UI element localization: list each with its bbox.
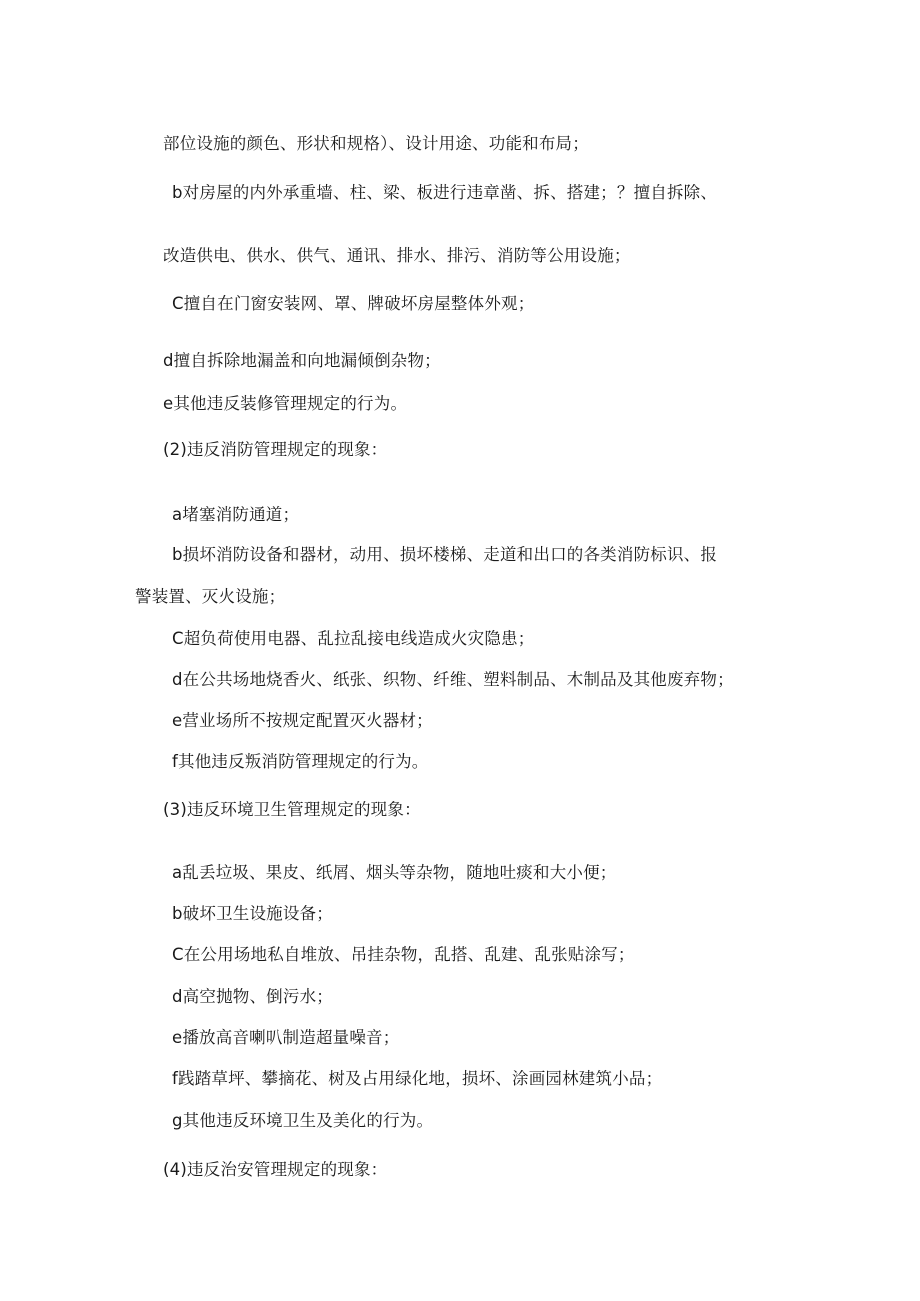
text-line: d高空抛物、倒污水； (172, 987, 333, 1006)
text-line: d擅自拆除地漏盖和向地漏倾倒杂物； (163, 351, 441, 370)
section-heading: (3)违反环境卫生管理规定的现象： (163, 800, 421, 819)
text-line: 警装置、灭火设施； (135, 587, 286, 606)
text-line: g其他违反环境卫生及美化的行为。 (172, 1111, 434, 1130)
text-line: b损坏消防设备和器材，动用、损坏楼梯、走道和出口的各类消防标识、报 (172, 545, 718, 564)
text-line: e播放高音喇叭制造超量噪音； (172, 1028, 400, 1047)
text-line: 部位设施的颜色、形状和规格）、设计用途、功能和布局； (163, 134, 589, 153)
text-line: a堵塞消防通道； (172, 505, 300, 524)
text-line: d在公共场地烧香火、纸张、织物、纤维、塑料制品、木制品及其他废弃物； (172, 670, 734, 689)
section-heading: (2)违反消防管理规定的现象： (163, 440, 388, 459)
text-line: f践踏草坪、攀摘花、树及占用绿化地，损坏、涂画园林建筑小品； (172, 1069, 663, 1088)
text-line: b对房屋的内外承重墙、柱、梁、板进行违章凿、拆、搭建；？擅自拆除、 (172, 183, 718, 202)
text-line: e其他违反装修管理规定的行为。 (163, 394, 408, 413)
text-line: f其他违反叛消防管理规定的行为。 (172, 752, 429, 771)
section-heading: (4)违反治安管理规定的现象： (163, 1160, 388, 1179)
text-line: 改造供电、供水、供气、通讯、排水、排污、消防等公用设施； (163, 246, 631, 265)
text-line: C擅自在门窗安装网、罩、牌破坏房屋整体外观； (172, 294, 535, 313)
text-line: a乱丢垃圾、果皮、纸屑、烟头等杂物，随地吐痰和大小便； (172, 863, 617, 882)
text-line: C超负荷使用电器、乱拉乱接电线造成火灾隐患； (172, 629, 535, 648)
text-line: C在公用场地私自堆放、吊挂杂物，乱搭、乱建、乱张贴涂写； (172, 945, 635, 964)
text-line: b破坏卫生设施设备； (172, 904, 333, 923)
text-line: e营业场所不按规定配置灭火器材； (172, 711, 433, 730)
